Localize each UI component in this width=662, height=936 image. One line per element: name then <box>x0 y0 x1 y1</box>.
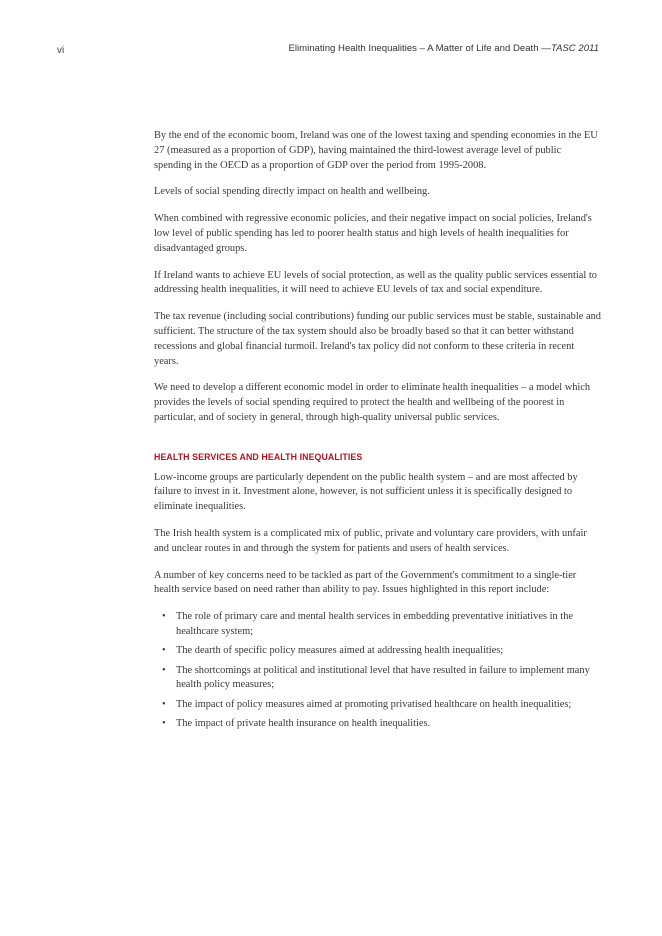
paragraph: A number of key concerns need to be tackled as part of the Government's commitment to a single-tier health service based on need rather than ability to pay. Issues highlighted in this report include: <box>154 569 577 596</box>
paragraph: By the end of the economic boom, Ireland was one of the lowest taxing and spending economies in the EU 27 (measured as a proportion of GDP), having maintained the third-lowest average level of public spending in the OECD as a proportion of GDP over the period from 1995-2008. <box>154 130 598 171</box>
page-number: vi <box>57 45 65 56</box>
bullet-icon: • <box>162 645 166 657</box>
paragraph: Levels of social spending directly impact on health and wellbeing. <box>154 186 430 198</box>
paragraph: We need to develop a different economic model in order to eliminate health inequalities – a model which provides the levels of social spending required to protect the health and wellbeing of the poorest in particular, and of society in general, through high-quality universal public services. <box>154 382 591 423</box>
list-item <box>154 610 601 640</box>
paragraph: The tax revenue (including social contributions) funding our public services must be stable, sustainable and sufficient. The structure of the tax system should also be broadly based so that it can better withstand recessions and global financial turmoil. Ireland's tax policy did not conform to these criteria in recent years. <box>154 311 601 367</box>
list-item <box>154 698 601 713</box>
paragraph: Low-income groups are particularly dependent on the public health system – and are most affected by failure to invest in it. Investment alone, however, is not sufficient unless it is specifically designed to eliminate inequalities. <box>154 471 578 513</box>
list-item <box>154 664 601 694</box>
bullet-icon: • <box>162 664 166 676</box>
list-item-text: The dearth of specific policy measures aimed at addressing health inequalities; <box>176 645 504 657</box>
running-header-title: Eliminating Health Inequalities – A Matter of Life and Death <box>288 43 542 54</box>
paragraph: If Ireland wants to achieve EU levels of social protection, as well as the quality public services essential to addressing health inequalities, it will need to achieve EU levels of tax and social expenditure. <box>154 269 597 296</box>
list-item <box>154 644 601 659</box>
list-item-text: The impact of private health insurance on health inequalities. <box>176 717 431 729</box>
paragraph: The Irish health system is a complicated mix of public, private and voluntary care providers, with unfair and unclear routes in and through the system for patients and users of health services. <box>154 527 587 554</box>
list-item-text: The impact of policy measures aimed at promoting privatised healthcare on health inequalities; <box>176 698 572 710</box>
list-item-text: The role of primary care and mental health services in embedding preventative initiatives in the healthcare system; <box>176 611 574 637</box>
bullet-icon: • <box>162 611 166 623</box>
bullet-icon: • <box>162 717 166 729</box>
section-heading: HEALTH SERVICES AND HEALTH INEQUALITIES <box>154 451 363 462</box>
list-item-text: The shortcomings at political and institutional level that have resulted in failure to implement many health policy measures; <box>176 664 590 691</box>
bullet-icon: • <box>162 698 166 710</box>
list-item <box>154 717 601 732</box>
running-header <box>288 43 599 54</box>
body-text <box>154 129 601 736</box>
running-header-series: —TASC 2011 <box>541 43 599 54</box>
paragraph: When combined with regressive economic policies, and their negative impact on social policies, Ireland's low level of public spending has led to poorer health status and high levels of health inequalities for disadvantaged groups. <box>154 213 592 254</box>
issues-list <box>154 610 601 732</box>
